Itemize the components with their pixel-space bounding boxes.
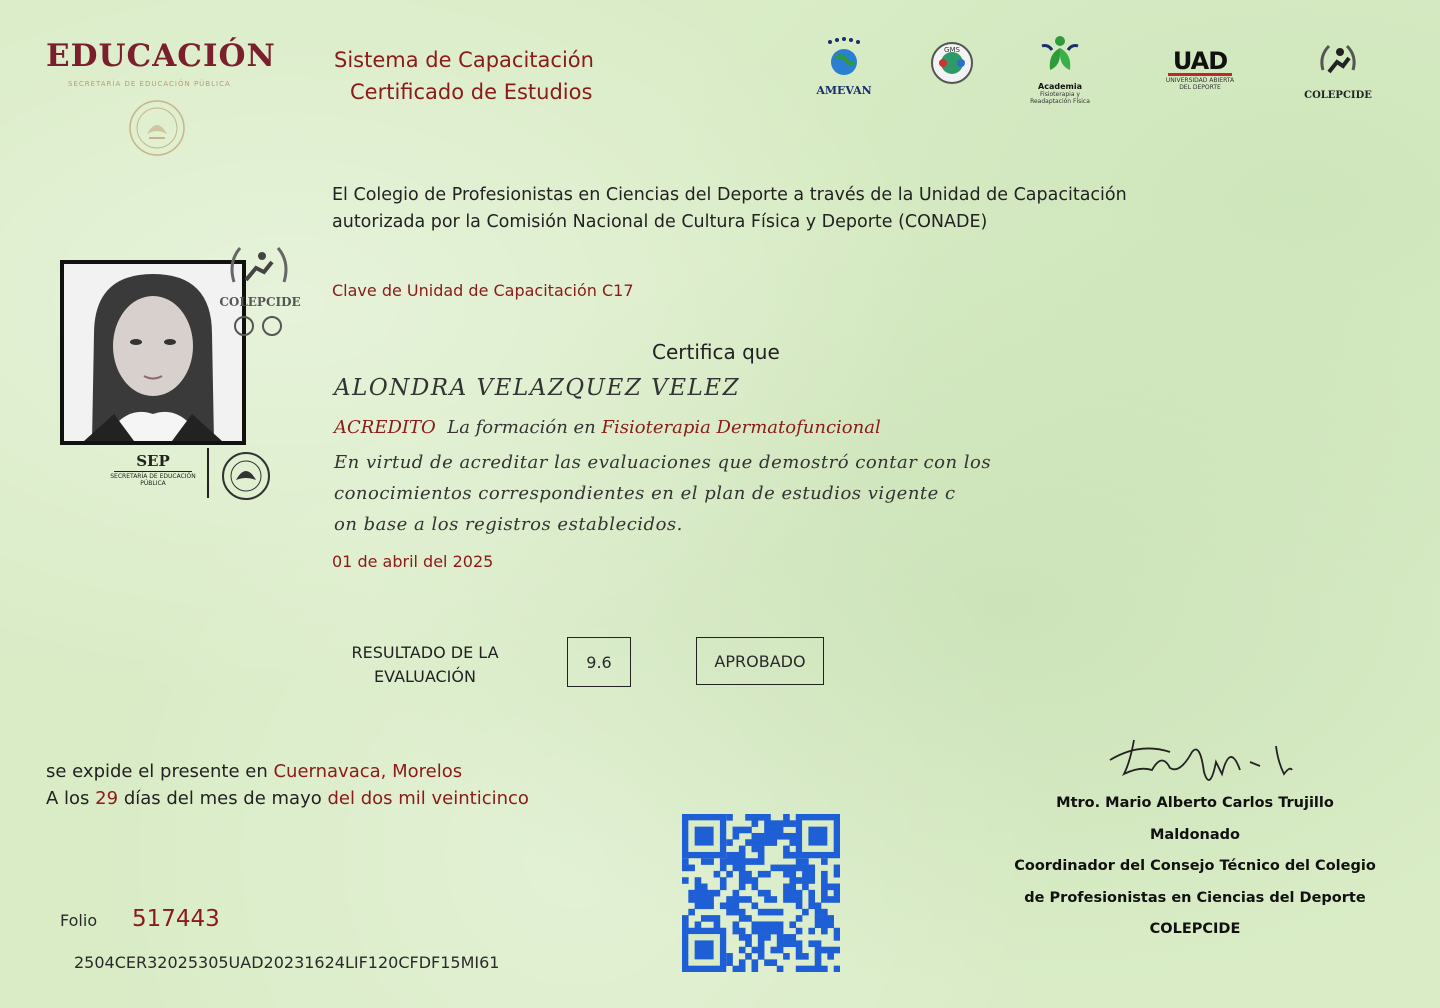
accreditation-line	[334, 417, 881, 438]
signer-block	[1000, 788, 1390, 946]
colepcide-caption: COLEPCIDE	[1304, 90, 1372, 101]
score-box: 9.6	[567, 637, 631, 687]
colepcide-seal-icon	[214, 234, 306, 348]
education-subtitle: SECRETARÍA DE EDUCACIÓN PÚBLICA	[68, 80, 231, 88]
evaluation-result-label	[340, 641, 510, 689]
colepcide-seal-label: COLEPCIDE	[219, 295, 301, 309]
issue-prefix-2: A los	[46, 788, 90, 809]
issue-prefix: se expide el presente en	[46, 761, 268, 782]
result-label-line-2: EVALUACIÓN	[374, 667, 476, 686]
body-paragraph	[334, 447, 1034, 540]
intro-line-2: autorizada por la Comisión Nacional de Cultura Física y Deporte (CONADE)	[332, 212, 988, 232]
system-title: Sistema de Capacitación	[334, 48, 594, 72]
intro-paragraph	[332, 182, 1292, 236]
uad-subcaption: UNIVERSIDAD ABIERTA DEL DEPORTE	[1165, 77, 1235, 91]
academia-caption: Academia	[1038, 82, 1082, 91]
accreditation-middle: La formación en	[447, 417, 596, 438]
verification-code: 2504CER32025305UAD20231624LIF120CFDF15MI61	[74, 953, 500, 972]
mexico-coat-of-arms-icon	[127, 98, 187, 162]
uad-caption: UAD	[1172, 47, 1228, 75]
academia-subcaption: Fisioterapia y Readaptación Física	[1030, 91, 1090, 105]
certifies-heading: Certifica que	[652, 340, 780, 364]
folio-label: Folio	[60, 911, 98, 930]
qr-code-icon[interactable]	[682, 814, 840, 976]
training-unit-key: Clave de Unidad de Capacitación C17	[332, 281, 634, 300]
gms-caption: GMS	[944, 46, 960, 54]
signer-role-1: Coordinador del Consejo Técnico del Colegio	[1014, 858, 1376, 874]
status-box: APROBADO	[696, 637, 824, 685]
recipient-name: ALONDRA VELAZQUEZ VELEZ	[334, 375, 741, 401]
signer-org: COLEPCIDE	[1149, 921, 1241, 937]
accreditation-word: ACREDITO	[334, 417, 436, 438]
body-line-3: on base a los registros establecidos.	[334, 514, 683, 535]
body-line-1: En virtud de acreditar las evaluaciones que demostró contar con los	[334, 452, 992, 473]
intro-line-1: El Colegio de Profesionistas en Ciencias del Deporte a través de la Unidad de Capacitación	[332, 185, 1127, 205]
program-name: Fisioterapia Dermatofuncional	[601, 417, 881, 438]
issue-statement	[46, 758, 529, 812]
sep-subtitle: SECRETARÍA DE EDUCACIÓN PÚBLICA	[110, 473, 196, 487]
folio-number: 517443	[132, 906, 220, 932]
amevan-caption: AMEVAN	[816, 84, 872, 97]
issue-year: del dos mil veinticinco	[327, 788, 529, 809]
issue-month: días del mes de mayo	[123, 788, 322, 809]
signer-role-2: de Profesionistas en Ciencias del Deporte	[1024, 889, 1366, 906]
issue-place: Cuernavaca, Morelos	[273, 761, 463, 782]
academia-logo-icon	[1030, 34, 1090, 105]
amevan-logo-icon	[812, 36, 876, 97]
education-brand: EDUCACIÓN	[46, 38, 276, 74]
colepcide-logo-icon	[1300, 40, 1376, 101]
certificate-title: Certificado de Estudios	[350, 80, 593, 104]
sep-coat-of-arms-icon	[220, 450, 272, 506]
gms-logo-icon	[923, 41, 981, 89]
result-label-line-1: RESULTADO DE LA	[351, 643, 499, 662]
certificate-date: 01 de abril del 2025	[332, 552, 494, 571]
body-line-2: conocimientos correspondientes en el plan de estudios vigente c	[334, 483, 956, 504]
sep-label: SEP	[136, 452, 170, 470]
issue-day: 29	[95, 788, 119, 809]
signer-name-2: Maldonado	[1150, 826, 1240, 843]
uad-logo-icon	[1160, 47, 1240, 91]
signer-name-1: Mtro. Mario Alberto Carlos Trujillo	[1056, 795, 1334, 811]
